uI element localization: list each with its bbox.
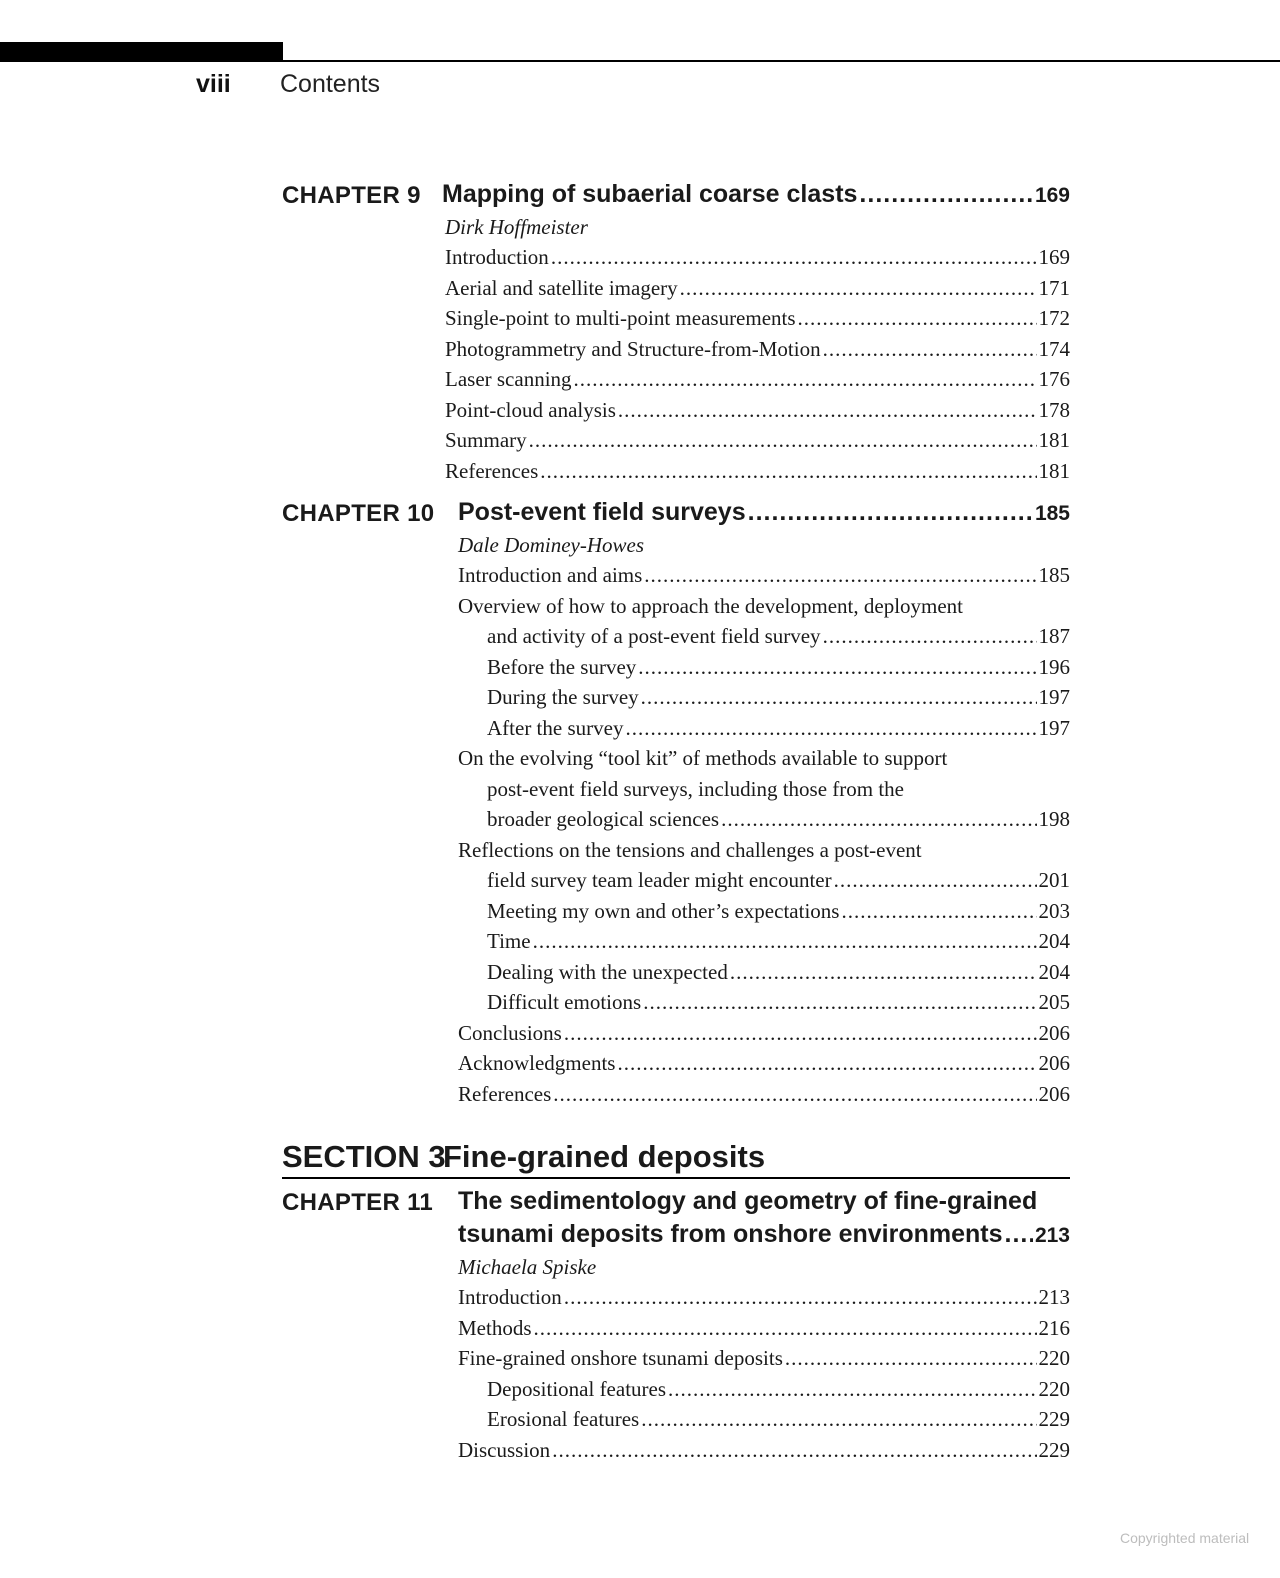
chapter-title-row[interactable] (458, 1218, 1070, 1252)
entry-page: 206 (1038, 1020, 1070, 1045)
toc-entry[interactable] (458, 865, 1070, 896)
dot-leader (841, 896, 1036, 927)
dot-leader (859, 178, 1033, 211)
dot-leader (668, 1374, 1036, 1405)
entry-title: Depositional features (487, 1376, 667, 1401)
chapter-label: CHAPTER 10 (282, 500, 435, 527)
entry-title: After the survey (487, 715, 624, 740)
entry-title: Aerial and satellite imagery (445, 275, 678, 300)
dot-leader (564, 1282, 1037, 1313)
entry-title: Fine-grained onshore tsunami deposits (458, 1346, 783, 1370)
entry-title: field survey team leader might encounter (487, 868, 832, 892)
entry-title: Time (487, 929, 531, 953)
toc-entry[interactable] (458, 1282, 1070, 1313)
chapter-title-line[interactable]: The sedimentology and geometry of fine-grained (458, 1187, 1038, 1215)
entry-page: 220 (1038, 1346, 1070, 1370)
toc-entry[interactable] (458, 926, 1070, 957)
toc-entry[interactable] (458, 987, 1070, 1018)
chapter-author: Dale Dominey-Howes (458, 533, 645, 557)
entry-page: 229 (1038, 1407, 1070, 1431)
toc-entry[interactable] (458, 896, 1070, 927)
toc-entry[interactable] (458, 1018, 1070, 1049)
toc-entry[interactable] (458, 1343, 1070, 1374)
chapter-label: CHAPTER 11 (282, 1189, 434, 1216)
entry-title: Erosional features (487, 1407, 640, 1431)
entry-title: Acknowledgments (458, 1051, 616, 1075)
section-label: SECTION 3 (282, 1139, 446, 1174)
entry-page: 213 (1038, 1285, 1070, 1309)
entry-title: Summary (445, 428, 527, 452)
dot-leader (798, 303, 1037, 334)
section-title: Fine-grained deposits (443, 1139, 766, 1174)
toc-entry[interactable] (445, 242, 1070, 273)
entry-page: 174 (1038, 336, 1070, 361)
toc-entry-line: Reflections on the tensions and challenges a post-event (458, 837, 922, 862)
entry-title: Introduction and aims (458, 563, 643, 587)
toc-entry[interactable] (458, 682, 1070, 713)
toc-entry[interactable] (445, 303, 1070, 334)
toc-entry[interactable] (458, 1079, 1070, 1110)
chapter-10 (282, 496, 1070, 1109)
entry-title: References (458, 1081, 552, 1106)
toc-entry[interactable] (458, 1048, 1070, 1079)
entry-page: 178 (1038, 397, 1070, 422)
dot-leader (730, 957, 1037, 988)
toc-entry[interactable] (445, 273, 1070, 304)
toc-entry[interactable] (458, 652, 1070, 683)
entry-title: Introduction (445, 245, 549, 269)
header-rule-thin (283, 60, 1280, 62)
chapter-11 (282, 1185, 1070, 1465)
chapter-title-row[interactable] (442, 178, 1070, 212)
entry-page: 171 (1038, 275, 1070, 300)
toc-entry[interactable] (458, 1435, 1070, 1466)
entry-title: broader geological sciences (487, 807, 720, 831)
chapter-author: Dirk Hoffmeister (445, 215, 588, 239)
dot-leader (534, 1313, 1037, 1344)
toc-entry[interactable] (458, 621, 1070, 652)
dot-leader (551, 242, 1037, 273)
dot-leader (823, 334, 1037, 365)
dot-leader (823, 621, 1037, 652)
entry-title: Laser scanning (445, 367, 572, 391)
toc-entry[interactable] (445, 334, 1070, 365)
dot-leader (644, 560, 1036, 591)
entry-page: 181 (1038, 428, 1070, 452)
dot-leader (540, 456, 1036, 487)
header-rule-thick (0, 42, 283, 62)
toc-entry[interactable] (458, 804, 1070, 835)
dot-leader (618, 395, 1037, 426)
entry-page: 206 (1038, 1081, 1070, 1106)
entry-title: Photogrammetry and Structure-from-Motion (445, 336, 821, 361)
entry-page: 172 (1038, 306, 1070, 330)
chapter-page: 185 (1034, 502, 1070, 525)
entry-title: Single-point to multi-point measurements (445, 306, 796, 330)
entry-page: 187 (1038, 624, 1070, 648)
dot-leader (552, 1435, 1036, 1466)
chapter-9 (282, 178, 1070, 486)
entry-page: 197 (1038, 715, 1070, 740)
entry-title: and activity of a post-event field survey (487, 624, 821, 648)
entry-page: 204 (1038, 929, 1070, 953)
dot-leader (533, 926, 1037, 957)
entry-page: 220 (1038, 1376, 1070, 1401)
dot-leader (721, 804, 1036, 835)
page-folio: viii (196, 70, 231, 98)
entry-page: 197 (1038, 685, 1070, 709)
entry-page: 176 (1038, 367, 1070, 391)
toc-entry-line: On the evolving “tool kit” of methods available to support (458, 746, 948, 770)
dot-leader (785, 1343, 1037, 1374)
entry-page: 203 (1038, 898, 1070, 923)
chapter-title: tsunami deposits from onshore environments (458, 1220, 1003, 1248)
toc-entry[interactable] (445, 456, 1070, 487)
chapter-page: 169 (1034, 184, 1070, 207)
dot-leader (643, 987, 1036, 1018)
section-heading (282, 1137, 1070, 1179)
table-of-contents (282, 178, 1070, 1465)
chapter-label: CHAPTER 9 (282, 182, 421, 209)
toc-entry[interactable] (445, 395, 1070, 426)
toc-entry-line: post-event field surveys, including those from the (487, 776, 904, 801)
entry-title: Point-cloud analysis (445, 397, 616, 422)
dot-leader (834, 865, 1037, 896)
entry-page: 204 (1038, 959, 1070, 984)
dot-leader (1005, 1218, 1033, 1251)
toc-entry[interactable] (458, 1374, 1070, 1405)
dot-leader (641, 682, 1037, 713)
entry-page: 206 (1038, 1051, 1070, 1075)
entry-title: Difficult emotions (487, 990, 642, 1014)
entry-title: Methods (458, 1315, 532, 1340)
dot-leader (638, 652, 1036, 683)
toc-entry[interactable] (458, 957, 1070, 988)
entry-title: References (445, 458, 539, 483)
chapter-title-row[interactable] (458, 496, 1070, 530)
dot-leader (748, 496, 1033, 529)
dot-leader (529, 425, 1037, 456)
dot-leader (680, 273, 1037, 304)
entry-title: Dealing with the unexpected (487, 959, 728, 984)
dot-leader (553, 1079, 1036, 1110)
dot-leader (641, 1404, 1036, 1435)
dot-leader (574, 364, 1037, 395)
entry-title: During the survey (487, 685, 639, 709)
entry-page: 181 (1038, 458, 1070, 483)
entry-title: Discussion (458, 1437, 551, 1462)
entry-page: 201 (1038, 868, 1070, 892)
dot-leader (625, 713, 1036, 744)
entry-title: Meeting my own and other’s expectations (487, 898, 840, 923)
toc-entry-line: Overview of how to approach the development, deployment (458, 593, 964, 618)
entry-title: Before the survey (487, 654, 637, 679)
entry-page: 229 (1038, 1437, 1070, 1462)
toc-entry[interactable] (458, 1313, 1070, 1344)
entry-page: 169 (1038, 245, 1070, 269)
entry-page: 216 (1038, 1315, 1070, 1340)
entry-page: 196 (1038, 654, 1070, 679)
entry-page: 198 (1038, 807, 1070, 831)
copyright-notice: Copyrighted material (1120, 1530, 1250, 1546)
dot-leader (564, 1018, 1037, 1049)
toc-entry[interactable] (458, 560, 1070, 591)
toc-entry[interactable] (458, 713, 1070, 744)
chapter-author: Michaela Spiske (458, 1255, 597, 1279)
chapter-title: Mapping of subaerial coarse clasts (442, 180, 858, 208)
chapter-page: 213 (1034, 1224, 1070, 1247)
toc-entry[interactable] (445, 364, 1070, 395)
chapter-title: Post-event field surveys (458, 498, 746, 526)
entry-page: 185 (1038, 563, 1070, 587)
running-head: Contents (280, 70, 381, 98)
dot-leader (617, 1048, 1036, 1079)
entry-page: 205 (1038, 990, 1070, 1014)
entry-title: Conclusions (458, 1020, 562, 1045)
toc-entry[interactable] (445, 425, 1070, 456)
entry-title: Introduction (458, 1285, 562, 1309)
toc-entry[interactable] (458, 1404, 1070, 1435)
